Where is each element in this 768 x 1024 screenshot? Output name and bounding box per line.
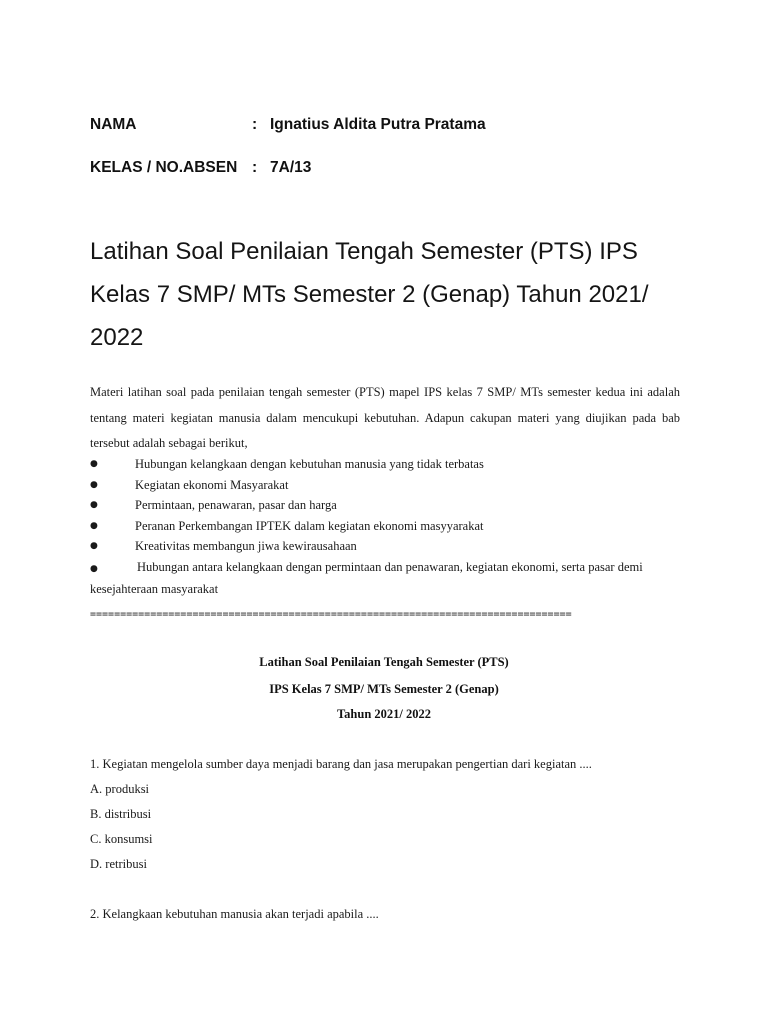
section-heading-line3: Tahun 2021/ 2022 <box>336 707 432 721</box>
question-1-option-d: D. retribusi <box>90 857 147 871</box>
name-value: Ignatius Aldita Putra Pratama <box>270 116 486 133</box>
class-label: KELAS / NO.ABSEN <box>90 159 238 176</box>
list-item-text: Kegiatan ekonomi Masyarakat <box>135 477 289 492</box>
list-item-text: Permintaan, penawaran, pasar dan harga <box>135 498 337 512</box>
question-2-text: 2. Kelangkaan kebutuhan manusia akan terjadi apabila .... <box>90 907 379 921</box>
list-item <box>90 475 680 496</box>
topic-list <box>90 454 680 600</box>
list-item <box>90 454 680 475</box>
section-heading-line2: IPS Kelas 7 SMP/ MTs Semester 2 (Genap) <box>269 682 499 696</box>
question-1-option-c: C. konsumsi <box>90 832 153 846</box>
bullet-icon: ● <box>90 479 98 490</box>
question-1-text: 1. Kegiatan mengelola sumber daya menjadi barang dan jasa merupakan pengertian dari kegiatan .... <box>90 757 592 771</box>
bullet-icon: ● <box>90 520 98 531</box>
list-item <box>90 495 680 516</box>
name-label: NAMA <box>90 116 137 133</box>
question-1-option-a: A. produksi <box>90 782 150 796</box>
list-item-text: Hubungan kelangkaan dengan kebutuhan manusia yang tidak terbatas <box>135 457 484 471</box>
class-value: 7A/13 <box>270 159 312 176</box>
list-item <box>90 536 680 557</box>
class-colon: : <box>252 159 258 176</box>
list-item-text: Hubungan antara kelangkaan dengan permintaan dan penawaran, kegiatan ekonomi, serta pasar demi kesejahteraan masyarakat <box>90 559 643 596</box>
bullet-icon: ● <box>90 500 98 510</box>
section-heading-line1: Latihan Soal Penilaian Tengah Semester (PTS) <box>259 655 509 669</box>
list-item-text: Kreativitas membangun jiwa kewirausahaan <box>135 539 357 553</box>
intro-paragraph: Materi latihan soal pada penilaian tengah semester (PTS) mapel IPS kelas 7 SMP/ MTs semester kedua ini adalah tentang materi kegiatan manusia dalam mencukupi kebutuhan. Adapun cakupan materi yang diujikan pada bab tersebut adalah sebagai berikut, <box>90 385 680 450</box>
list-item <box>90 516 680 537</box>
name-colon: : <box>252 116 258 133</box>
list-item-text: Peranan Perkembangan IPTEK dalam kegiatan ekonomi masyyarakat <box>135 518 484 533</box>
question-1-option-b: B. distribusi <box>90 807 152 821</box>
page-title: Latihan Soal Penilaian Tengah Semester (PTS) IPS Kelas 7 SMP/ MTs Semester 2 (Genap) Tahun 2021/ 2022 <box>90 238 649 351</box>
separator-line: ================================================================================ <box>90 609 572 620</box>
bullet-icon: ● <box>90 459 98 469</box>
bullet-icon: ● <box>90 563 98 574</box>
bullet-icon: ● <box>90 541 98 551</box>
list-item <box>90 557 680 600</box>
